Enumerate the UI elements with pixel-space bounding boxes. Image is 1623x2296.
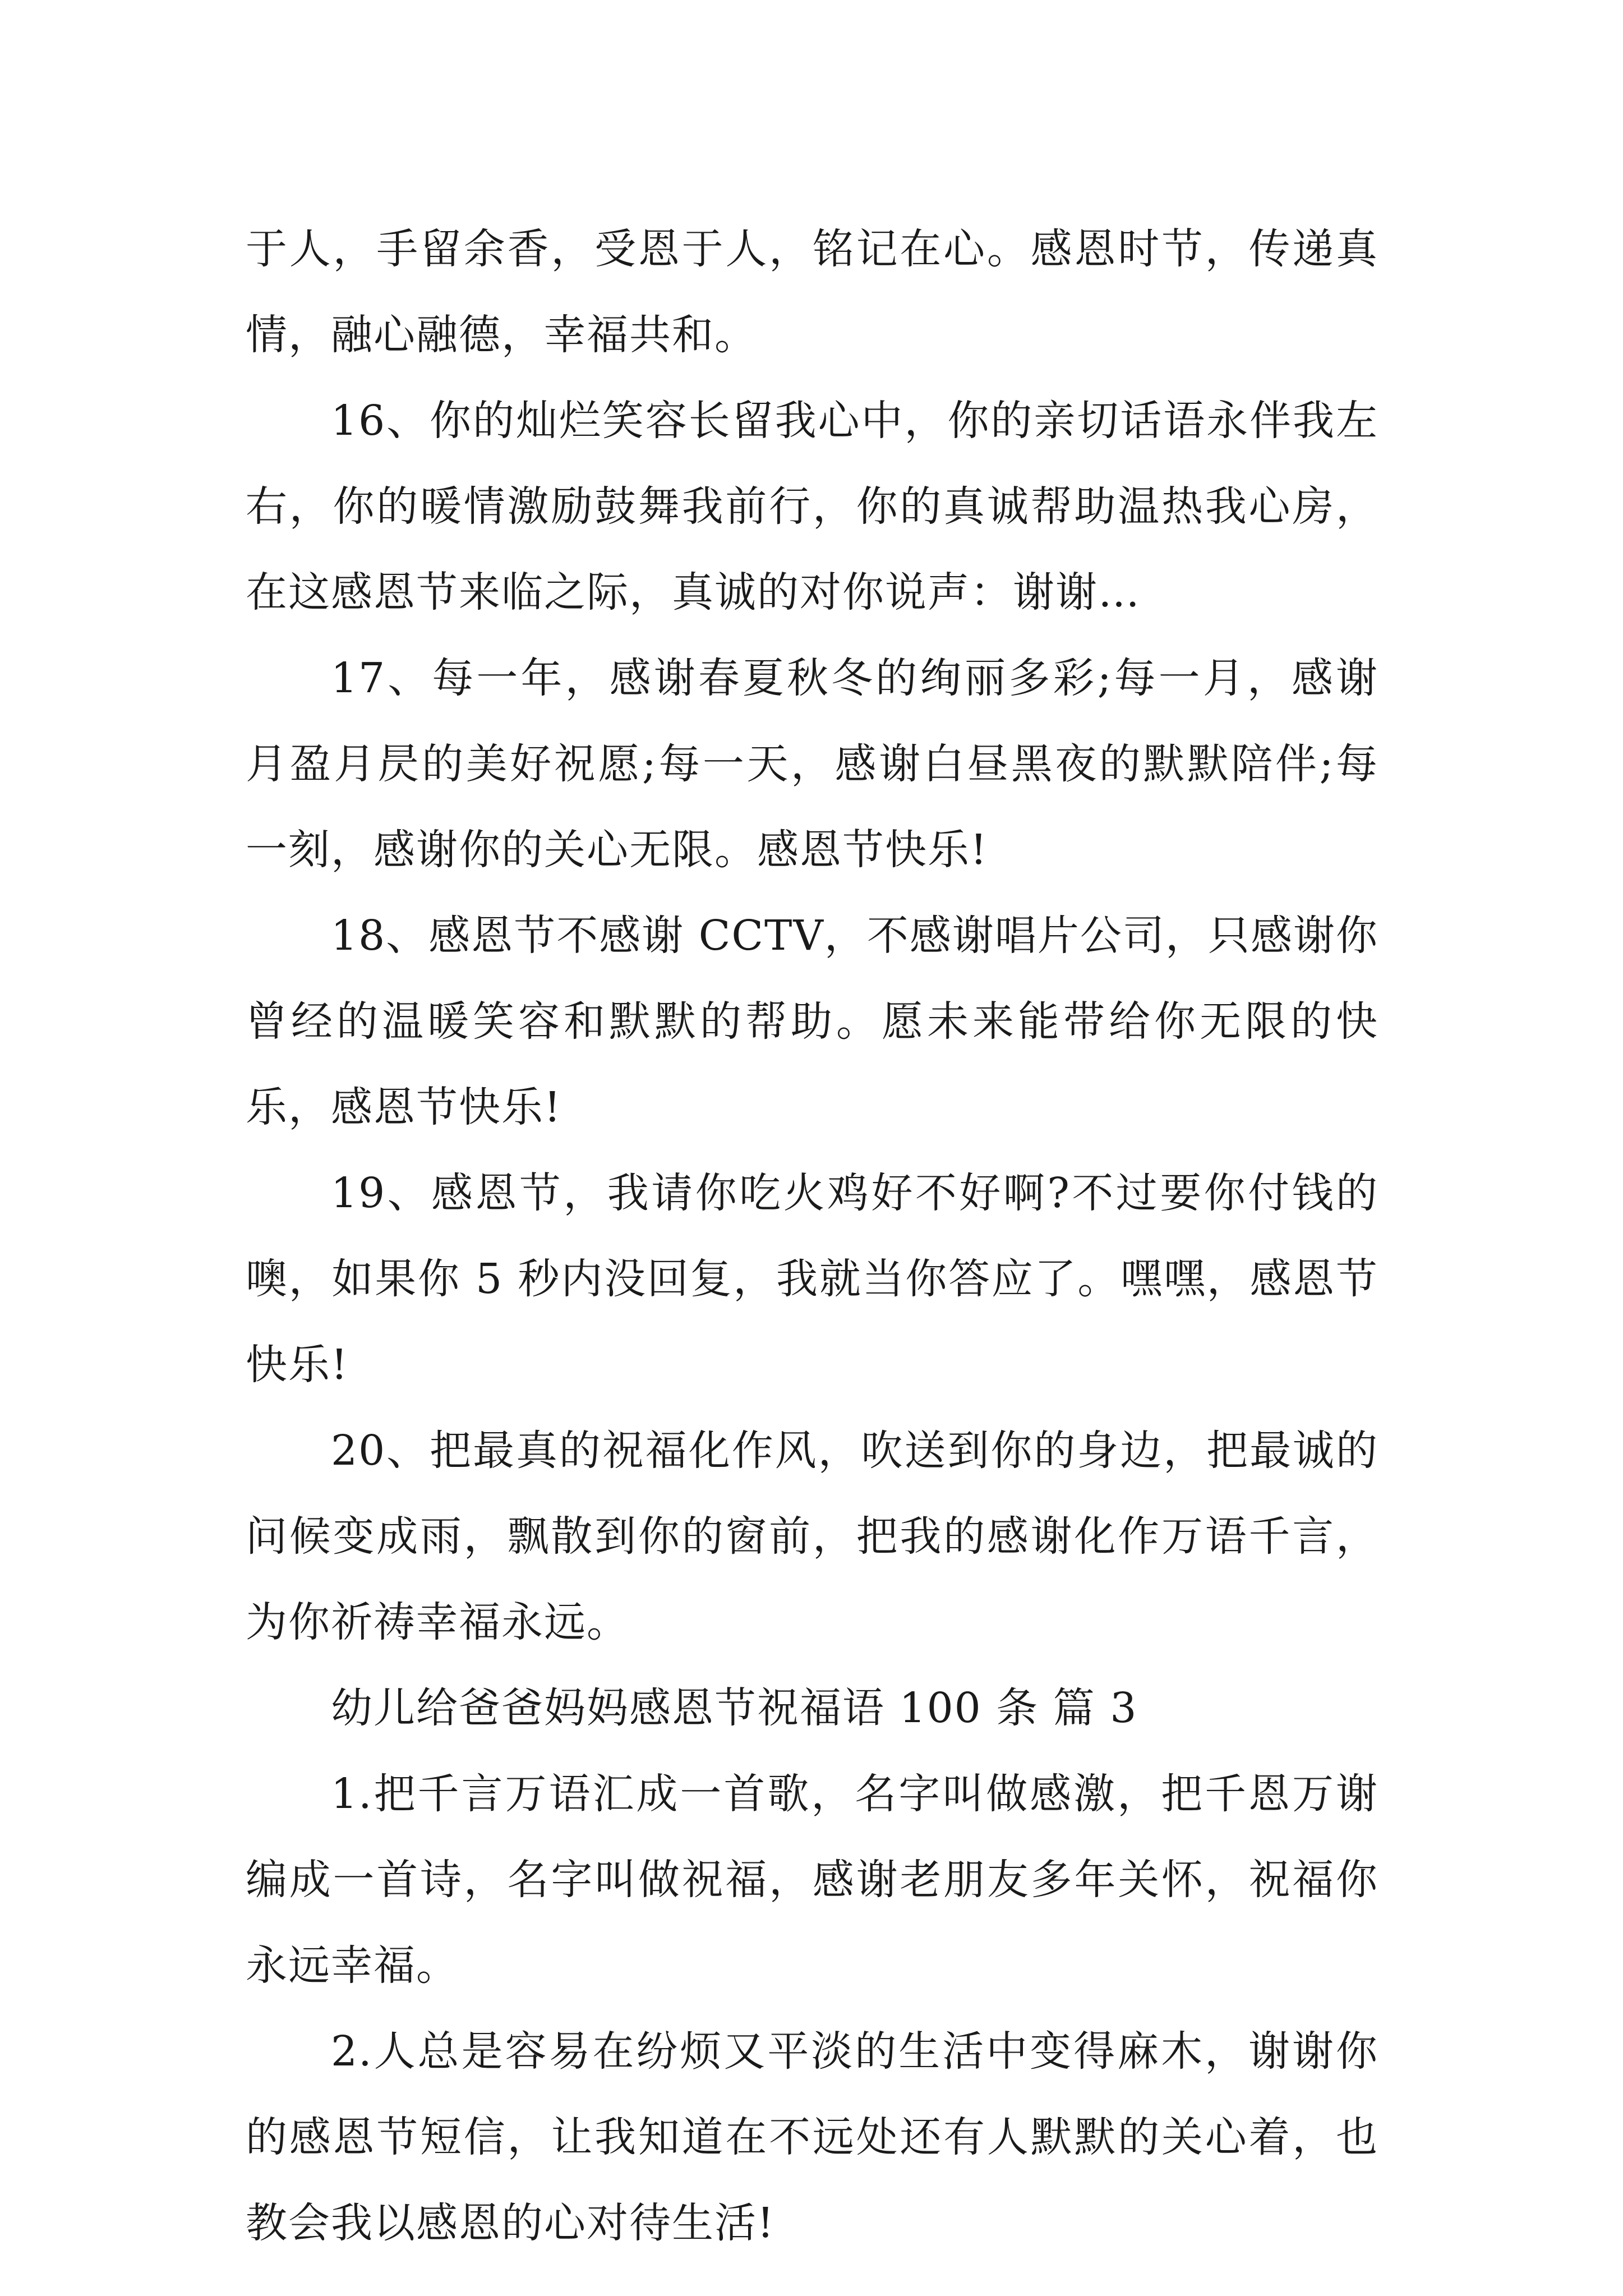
paragraph-continuation: 于人，手留余香，受恩于人，铭记在心。感恩时节，传递真情，融心融德，幸福共和。 [246,225,1378,359]
document-body [246,206,1378,2266]
paragraph-item-16: 16、你的灿烂笑容长留我心中，你的亲切话语永伴我左右，你的暖情激励鼓舞我前行，你的真诚帮助温热我心房，在这感恩节来临之际，真诚的对你说声：谢谢… [246,397,1378,616]
paragraph-item-17: 17、每一年，感谢春夏秋冬的绚丽多彩;每一月，感谢月盈月昃的美好祝愿;每一天，感谢白昼黑夜的默默陪伴;每一刻，感谢你的关心无限。感恩节快乐! [246,654,1378,874]
paragraph-section-item-2: 2.人总是容易在纷烦又平淡的生活中变得麻木，谢谢你的感恩节短信，让我知道在不远处还有人默默的关心着，也教会我以感恩的心对待生活! [246,2027,1378,2247]
paragraph-item-19: 19、感恩节，我请你吃火鸡好不好啊?不过要你付钱的噢，如果你 5 秒内没回复，我就当你答应了。嘿嘿，感恩节快乐! [246,1169,1378,1389]
section-heading: 幼儿给爸爸妈妈感恩节祝福语 100 条 篇 3 [331,1684,1138,1732]
paragraph-section-item-1: 1.把千言万语汇成一首歌，名字叫做感激，把千恩万谢编成一首诗，名字叫做祝福，感谢老朋友多年关怀，祝福你永远幸福。 [246,1770,1378,1990]
paragraph-item-20: 20、把最真的祝福化作风，吹送到你的身边，把最诚的问候变成雨，飘散到你的窗前，把我的感谢化作万语千言，为你祈祷幸福永远。 [246,1427,1378,1646]
paragraph-item-18: 18、感恩节不感谢 CCTV，不感谢唱片公司，只感谢你曾经的温暖笑容和默默的帮助。愿未来能带给你无限的快乐，感恩节快乐! [246,912,1378,1131]
